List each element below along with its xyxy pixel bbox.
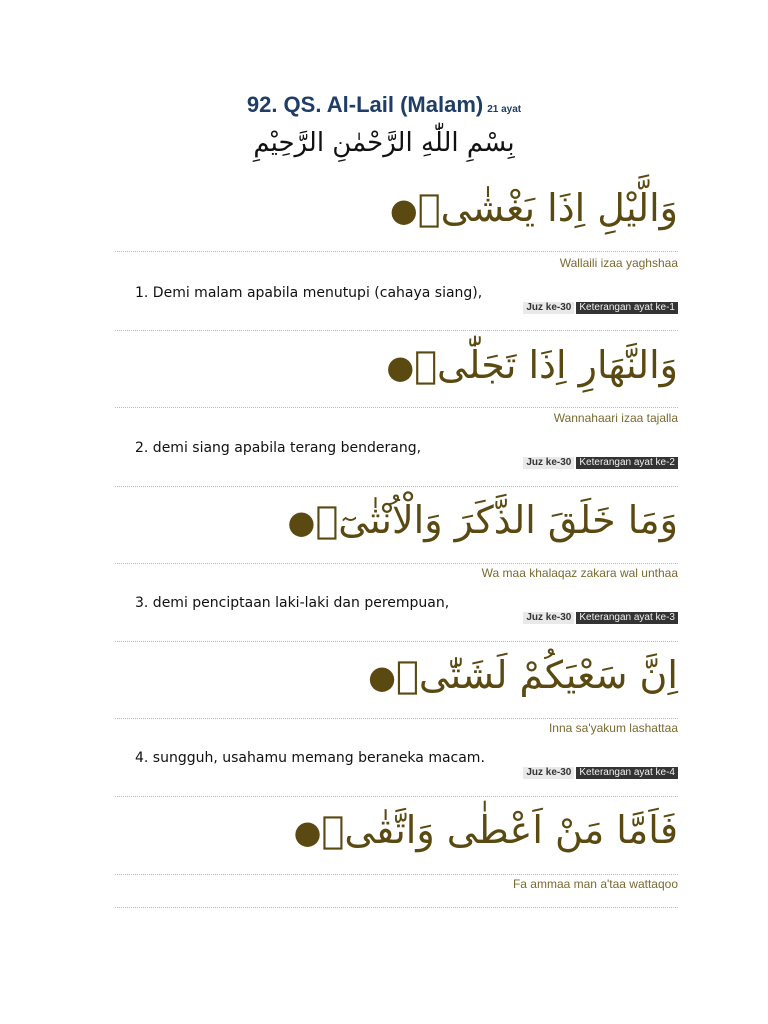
arabic-verse-5 <box>294 808 678 854</box>
divider <box>115 718 678 719</box>
verse-end-mark: ● <box>287 503 316 541</box>
divider <box>115 563 678 564</box>
divider <box>115 407 678 408</box>
juz-link[interactable]: Juz ke-30 <box>523 302 574 314</box>
arabic-verse-4-text: اِنَّ سَعْيَكُمْ لَشَتّٰىۗ <box>396 653 678 697</box>
verse-end-mark: ● <box>293 813 322 851</box>
transliteration-5: Fa ammaa man a'taa wattaqoo <box>512 877 678 891</box>
divider <box>115 330 678 331</box>
juz-link[interactable]: Juz ke-30 <box>523 767 574 779</box>
arabic-verse-1 <box>390 186 678 232</box>
divider <box>115 486 678 487</box>
transliteration-3: Wa maa khalaqaz zakara wal unthaa <box>481 566 678 580</box>
divider <box>115 251 678 252</box>
verse-end-mark: ● <box>389 191 418 229</box>
arabic-verse-1-text: وَالَّيْلِ اِذَا يَغْشٰىۙ <box>417 186 678 230</box>
arabic-verse-2 <box>386 343 678 389</box>
verse-meta-4 <box>523 767 678 779</box>
verse-meta-3 <box>523 612 678 624</box>
translation-2: 2. demi siang apabila terang benderang, <box>135 440 422 456</box>
juz-link[interactable]: Juz ke-30 <box>523 457 574 469</box>
arabic-verse-4 <box>368 653 678 699</box>
divider <box>115 907 678 908</box>
basmala: بِسْمِ اللّٰهِ الرَّحْمٰنِ الرَّحِيْمِ <box>253 128 515 158</box>
verse-end-mark: ● <box>386 348 415 386</box>
keterangan-link-3[interactable]: Keterangan ayat ke-3 <box>576 612 678 624</box>
surah-title-text: 92. QS. Al-Lail (Malam) <box>246 92 484 117</box>
verse-end-mark: ● <box>368 658 397 696</box>
translation-1: 1. Demi malam apabila menutupi (cahaya siang), <box>135 285 483 301</box>
verse-meta-2 <box>523 457 678 469</box>
keterangan-link-4[interactable]: Keterangan ayat ke-4 <box>576 767 678 779</box>
ayat-count: 21 ayat <box>487 104 522 115</box>
arabic-verse-2-text: وَالنَّهَارِ اِذَا تَجَلّٰىۙ <box>414 343 678 387</box>
surah-header <box>0 92 768 118</box>
arabic-verse-5-text: فَاَمَّا مَنْ اَعْطٰى وَاتَّقٰىۙ <box>321 808 678 852</box>
arabic-verse-3-text: وَمَا خَلَقَ الذَّكَرَ وَالْاُنْثٰىٓۙ <box>315 498 678 542</box>
translation-4: 4. sungguh, usahamu memang beraneka macam. <box>135 750 485 766</box>
transliteration-4: Inna sa'yakum lashattaa <box>548 721 678 735</box>
arabic-verse-3 <box>288 498 678 544</box>
divider <box>115 641 678 642</box>
juz-link[interactable]: Juz ke-30 <box>523 612 574 624</box>
keterangan-link-1[interactable]: Keterangan ayat ke-1 <box>576 302 678 314</box>
transliteration-1: Wallaili izaa yaghshaa <box>559 256 678 270</box>
keterangan-link-2[interactable]: Keterangan ayat ke-2 <box>576 457 678 469</box>
verse-meta-1 <box>523 302 678 314</box>
translation-3: 3. demi penciptaan laki-laki dan perempuan, <box>135 595 450 611</box>
divider <box>115 874 678 875</box>
transliteration-2: Wannahaari izaa tajalla <box>553 411 678 425</box>
divider <box>115 796 678 797</box>
surah-title <box>247 92 521 118</box>
